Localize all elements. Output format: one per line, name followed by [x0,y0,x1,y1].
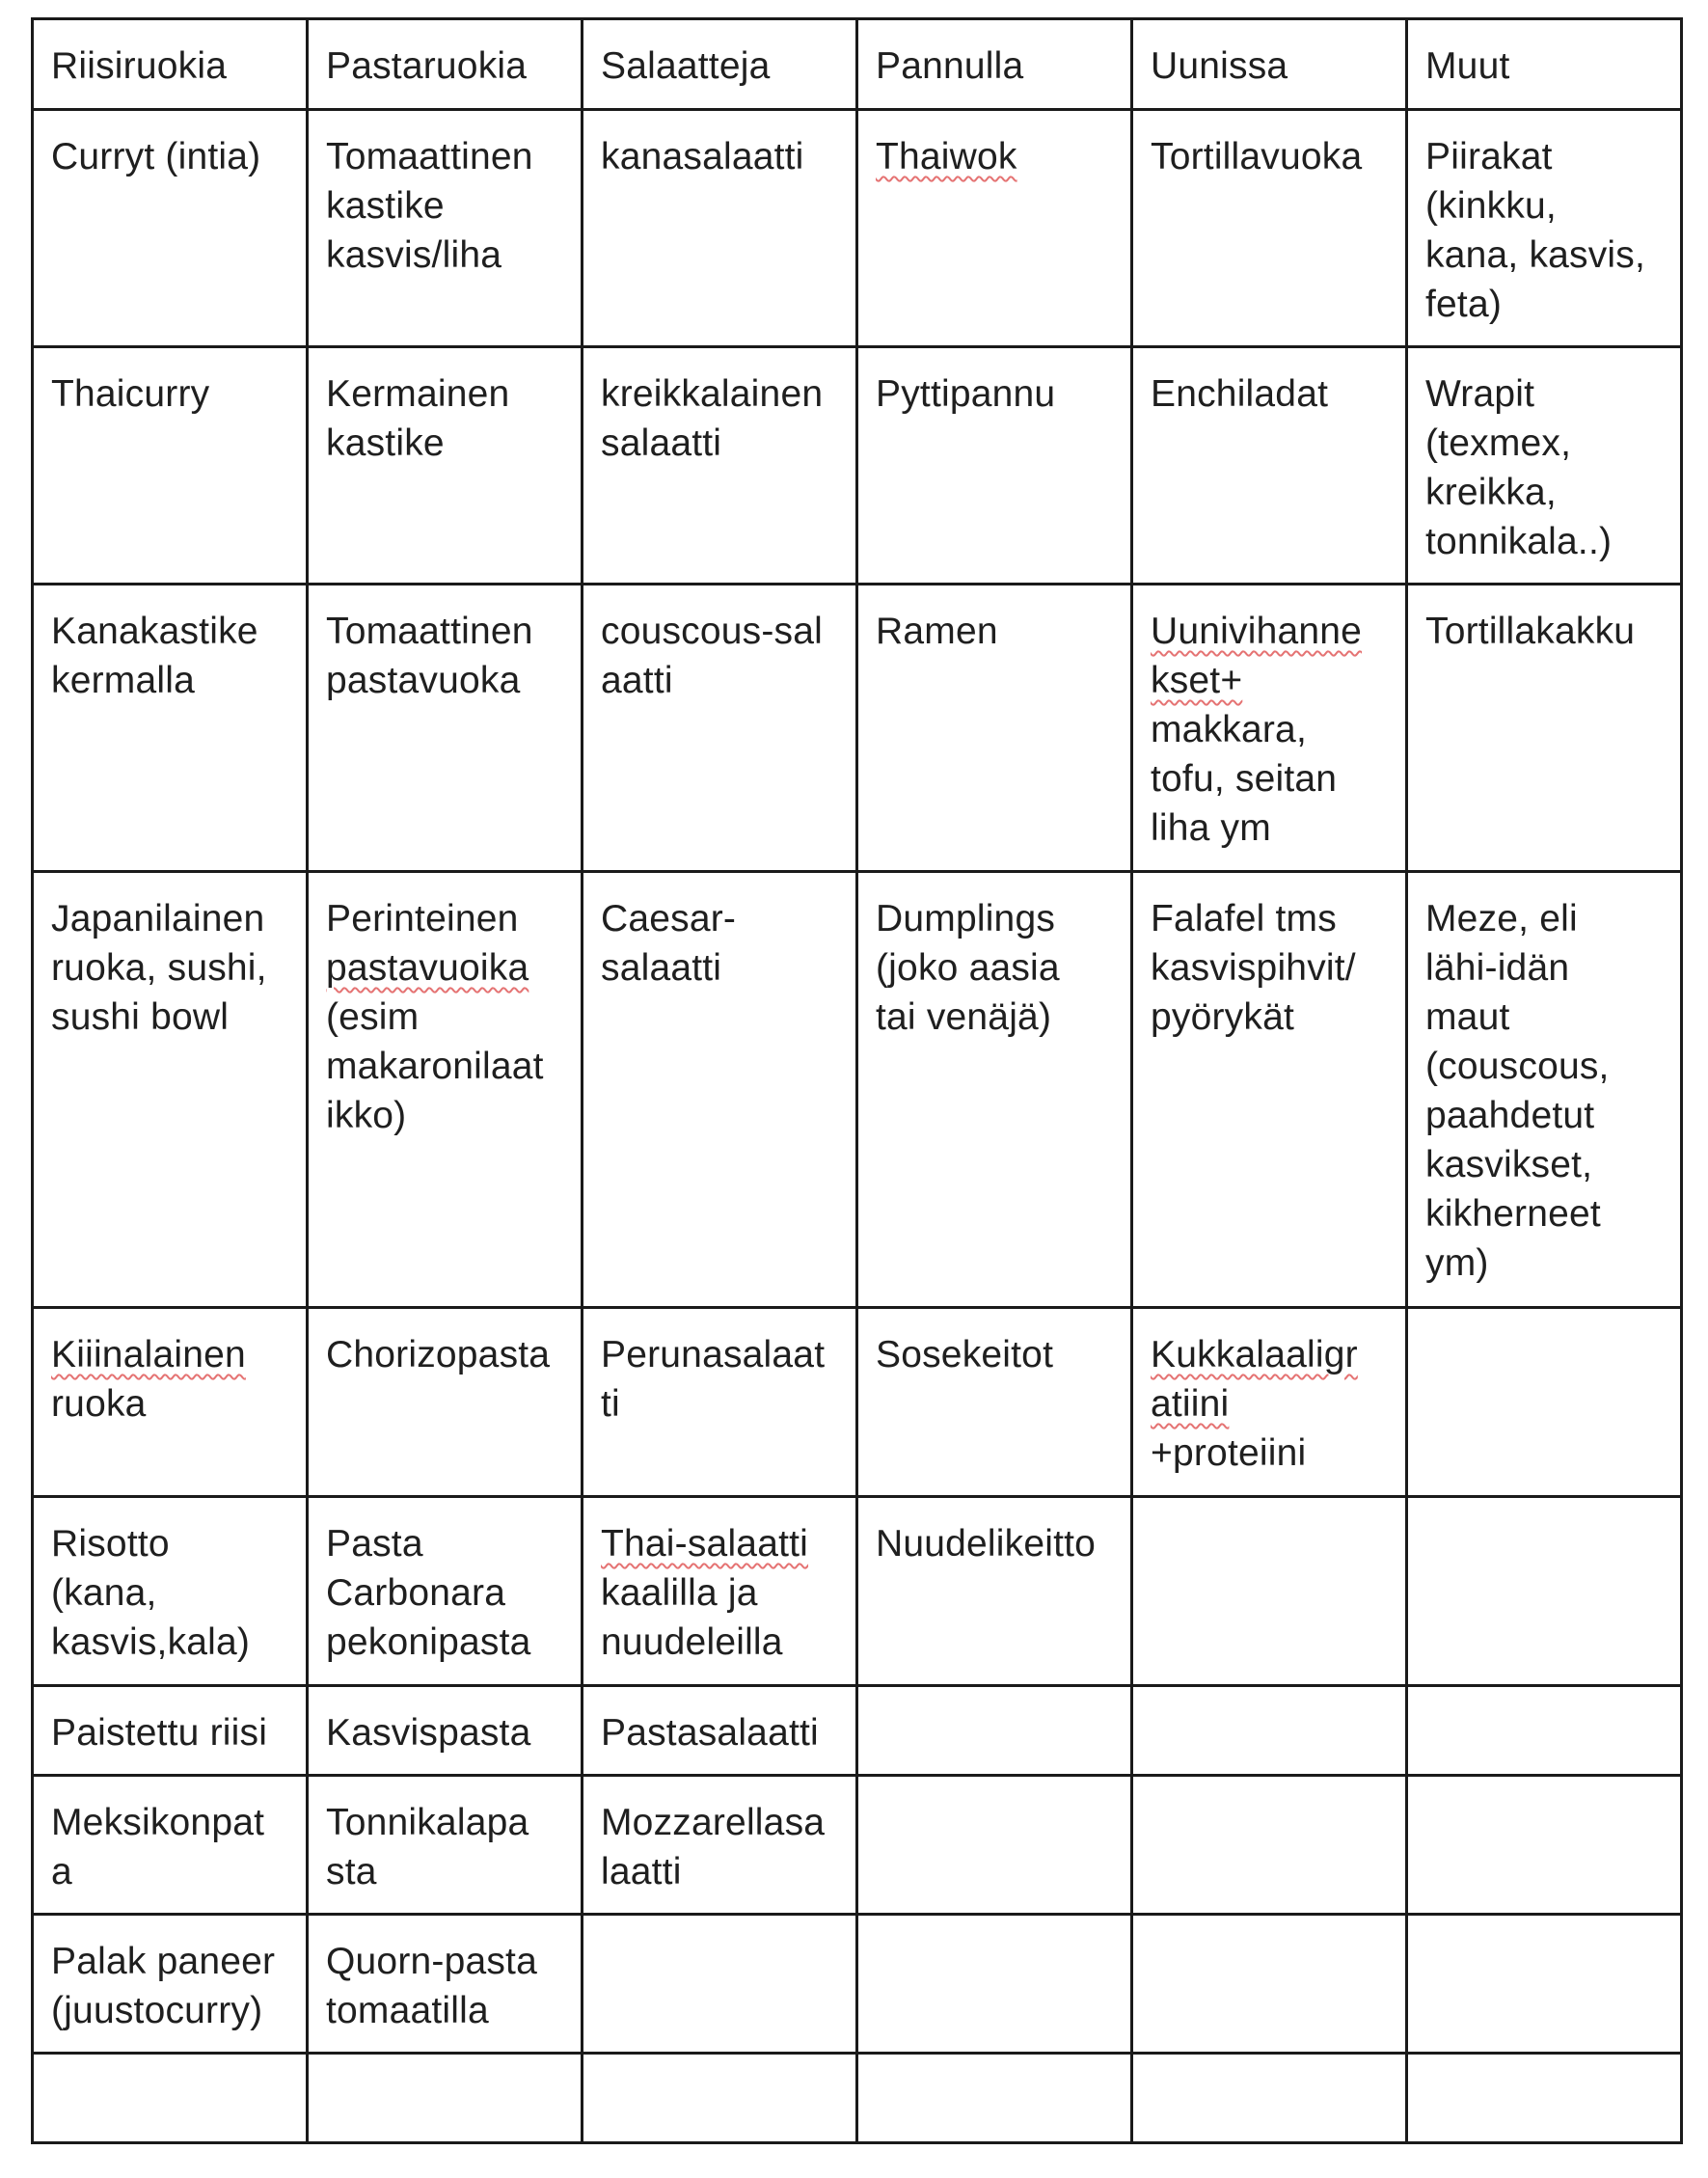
cell-text-line: Wrapit [1425,373,1535,415]
cell-text-line: sta [326,1851,377,1892]
table-cell[interactable] [583,1497,857,1686]
table-cell[interactable] [33,1686,308,1776]
table-cell[interactable] [583,1686,857,1776]
cell-text-line: tonnikala..) [1425,521,1613,562]
cell-text-line: ym) [1425,1242,1489,1284]
table-row [33,585,1682,872]
cell-text-line: (joko aasia [876,947,1060,989]
table-row [33,872,1682,1308]
table-cell[interactable] [1407,872,1682,1308]
table-row [33,1497,1682,1686]
table-cell[interactable] [33,1308,308,1497]
table-cell[interactable] [583,347,857,585]
cell-text-line: feta) [1425,284,1503,325]
cell-text-line: kanasalaatti [601,136,804,177]
cell-text-line: Kasvispasta [326,1712,531,1754]
cell-text-line: tai venäjä) [876,996,1052,1038]
table-cell[interactable] [1407,1915,1682,2054]
cell-text-line: Sosekeitot [876,1334,1054,1375]
cell-text-line: (esim [326,996,420,1038]
column-header[interactable]: Uunissa [1132,19,1407,110]
cell-text-line: a [51,1851,72,1892]
table-cell[interactable] [1132,1686,1407,1776]
cell-text-line: Dumplings [876,898,1056,939]
cell-text-line: +proteiini [1151,1432,1307,1474]
cell-text-line: kikherneet [1425,1193,1601,1235]
table-cell[interactable] [33,347,308,585]
cell-text-line: Uunivihanne [1151,611,1363,652]
cell-text-line: Tomaattinen [326,136,533,177]
cell-text-line: Caesar- [601,898,737,939]
table-cell[interactable] [857,347,1132,585]
cell-text-line: Quorn-pasta [326,1941,537,1982]
cell-text-line: (kinkku, [1425,185,1557,227]
table-cell[interactable] [857,110,1132,347]
table-cell[interactable] [33,872,308,1308]
cell-text-line: Piirakat [1425,136,1553,177]
table-cell[interactable] [1407,1776,1682,1915]
table-cell[interactable] [583,872,857,1308]
cell-text-line: Tonnikalapa [326,1802,529,1843]
cell-text-line: Palak paneer [51,1941,276,1982]
cell-text-line: Chorizopasta [326,1334,551,1375]
cell-text-line: Thaicurry [51,373,210,415]
cell-text-line: couscous-sal [601,611,824,652]
table-cell[interactable] [308,585,583,872]
cell-text-line: kreikka, [1425,472,1557,513]
table-cell[interactable] [583,585,857,872]
cell-text-line: makkara, [1151,709,1307,750]
cell-text-line: kastike [326,422,445,464]
cell-text-line: Curryt (intia) [51,136,261,177]
cell-text-line: kasvis/liha [326,234,502,276]
recipe-category-table [31,17,1683,2144]
cell-text-line: Tomaattinen [326,611,533,652]
table-cell[interactable] [308,1686,583,1776]
table-cell[interactable] [308,347,583,585]
table-cell[interactable] [1132,347,1407,585]
cell-text-line: kaalilla ja [601,1572,758,1614]
cell-text-line: ruoka [51,1383,147,1425]
table-cell[interactable] [1132,1915,1407,2054]
table-cell[interactable] [308,1915,583,2054]
table-cell[interactable] [1407,1686,1682,1776]
table-row [33,110,1682,347]
table-row [33,347,1682,585]
table-cell[interactable] [308,872,583,1308]
table-cell[interactable] [1407,585,1682,872]
table-cell[interactable] [583,1915,857,2054]
table-cell[interactable] [857,2054,1132,2143]
table-cell[interactable] [1132,585,1407,872]
table-cell[interactable] [308,1497,583,1686]
table-cell[interactable] [1132,872,1407,1308]
cell-text-line: Tortillakakku [1425,611,1636,652]
cell-text-line: salaatti [601,947,722,989]
cell-text-line: ruoka, sushi, [51,947,267,989]
cell-text-line: ti [601,1383,620,1425]
cell-text-line: Perunasalaat [601,1334,826,1375]
table-row [33,1308,1682,1497]
table-cell[interactable] [308,1308,583,1497]
cell-text-line: Carbonara [326,1572,506,1614]
cell-text-line: kasvikset, [1425,1144,1593,1185]
cell-text-line: kasvis,kala) [51,1621,251,1663]
column-header[interactable]: Pannulla [857,19,1132,110]
cell-text-line: Pyttipannu [876,373,1056,415]
cell-text-line: Tortillavuoka [1151,136,1363,177]
cell-text-line: (texmex, [1425,422,1572,464]
cell-text-line: pyörykät [1151,996,1294,1038]
table-cell[interactable] [1132,2054,1407,2143]
table-cell[interactable] [857,1686,1132,1776]
table-cell[interactable] [33,2054,308,2143]
cell-text-line: kastike [326,185,445,227]
table-cell[interactable] [33,110,308,347]
table-cell[interactable] [857,872,1132,1308]
cell-text-line: Kermainen [326,373,510,415]
cell-text-line: atiini [1151,1383,1230,1425]
table-cell[interactable] [1132,1308,1407,1497]
cell-text-line: tofu, seitan [1151,758,1338,800]
table-cell[interactable] [33,1776,308,1915]
cell-text-line: (kana, [51,1572,157,1614]
cell-text-line: (couscous, [1425,1046,1610,1087]
cell-text-line: Kanakastike [51,611,258,652]
table-row [33,1776,1682,1915]
table-header-row [33,19,1682,110]
column-header[interactable]: Salaatteja [583,19,857,110]
cell-text-line: Mozzarellasa [601,1802,826,1843]
table-cell[interactable] [857,1497,1132,1686]
cell-text-line: salaatti [601,422,722,464]
cell-text-line: Perinteinen [326,898,519,939]
table-cell[interactable] [308,1776,583,1915]
table-cell[interactable] [583,2054,857,2143]
cell-text-line: pekonipasta [326,1621,531,1663]
cell-text-line: kreikkalainen [601,373,824,415]
table-cell[interactable] [33,1915,308,2054]
cell-text-line: sushi bowl [51,996,230,1038]
column-header[interactable]: Pastaruokia [308,19,583,110]
cell-text-line: ikko) [326,1095,407,1136]
cell-text-line: Enchiladat [1151,373,1329,415]
cell-text-line: kset+ [1151,660,1243,701]
table-cell[interactable] [857,585,1132,872]
table-cell[interactable] [583,110,857,347]
table-cell[interactable] [857,1915,1132,2054]
cell-text-line: pastavuoka [326,660,521,701]
table-cell[interactable] [1407,1308,1682,1497]
cell-text-line: Meze, eli [1425,898,1578,939]
cell-text-line: maut [1425,996,1510,1038]
table-cell[interactable] [1407,1497,1682,1686]
cell-text-line: Thai-salaatti [601,1523,809,1565]
cell-text-line: Kiiinalainen [51,1334,246,1375]
cell-text-line: lähi-idän [1425,947,1570,989]
cell-text-line: Meksikonpat [51,1802,265,1843]
cell-text-line: (juustocurry) [51,1990,263,2031]
cell-text-line: Kukkalaaligr [1151,1334,1358,1375]
table-row [33,2054,1682,2143]
table-cell[interactable] [1132,110,1407,347]
cell-text-line: Japanilainen [51,898,265,939]
cell-text-line: makaronilaat [326,1046,544,1087]
table-cell[interactable] [308,2054,583,2143]
cell-text-line: tomaatilla [326,1990,489,2031]
table-cell[interactable] [33,1497,308,1686]
table-row [33,1686,1682,1776]
cell-text-line: pastavuoika [326,947,529,989]
table-cell[interactable] [1132,1497,1407,1686]
table-cell[interactable] [33,585,308,872]
table-cell[interactable] [1132,1776,1407,1915]
table-row [33,1915,1682,2054]
cell-text-line: Ramen [876,611,998,652]
cell-text-line: Pastasalaatti [601,1712,819,1754]
cell-text-line: paahdetut [1425,1095,1595,1136]
table-cell[interactable] [857,1776,1132,1915]
table-cell[interactable] [857,1308,1132,1497]
cell-text-line: liha ym [1151,807,1271,849]
cell-text-line: Pasta [326,1523,423,1565]
cell-text-line: laatti [601,1851,682,1892]
table-cell[interactable] [1407,2054,1682,2143]
cell-text-line: Thaiwok [876,136,1017,177]
table-cell[interactable] [1407,347,1682,585]
cell-text-line: Nuudelikeitto [876,1523,1097,1565]
cell-text-line: aatti [601,660,673,701]
column-header[interactable]: Riisiruokia [33,19,308,110]
cell-text-line: kana, kasvis, [1425,234,1646,276]
cell-text-line: kermalla [51,660,195,701]
table-cell[interactable] [1407,110,1682,347]
cell-text-line: Falafel tms [1151,898,1337,939]
cell-text-line: Risotto [51,1523,170,1565]
table-cell[interactable] [583,1308,857,1497]
cell-text-line: nuudeleilla [601,1621,783,1663]
table-cell[interactable] [583,1776,857,1915]
cell-text-line: kasvispihvit/ [1151,947,1356,989]
column-header[interactable]: Muut [1407,19,1682,110]
cell-text-line: Paistettu riisi [51,1712,268,1754]
table-cell[interactable] [308,110,583,347]
